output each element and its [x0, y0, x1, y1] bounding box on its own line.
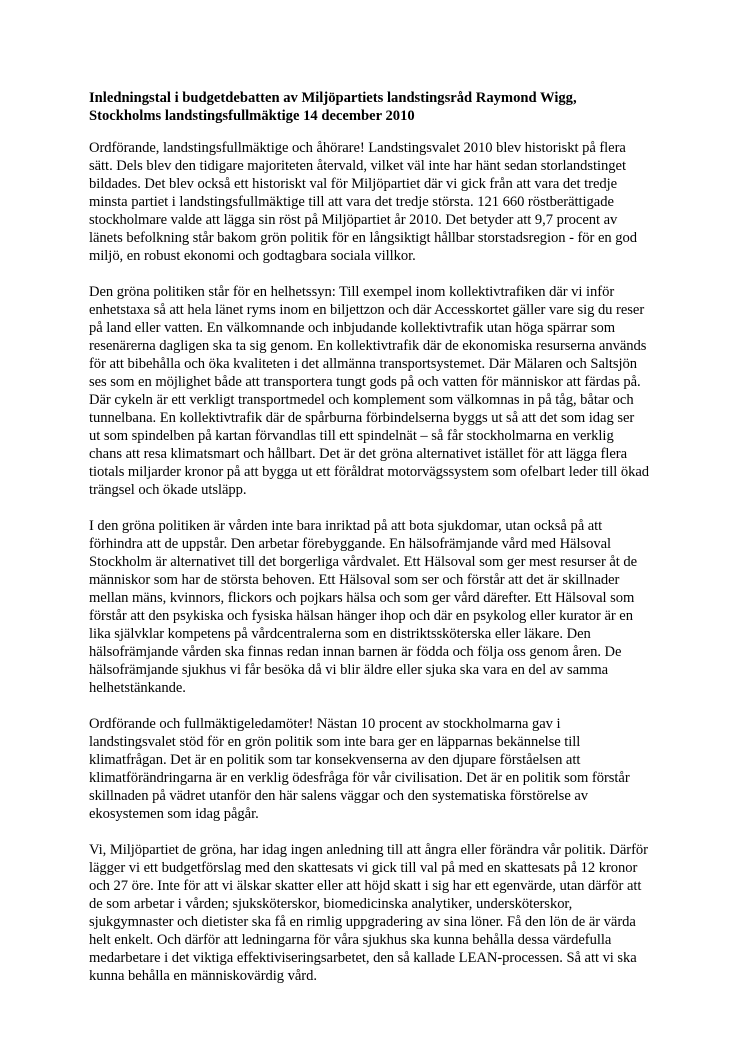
document-title: Inledningstal i budgetdebatten av Miljöpartiets landstingsråd Raymond Wigg, Stockholms landstingsfullmäktige 14 december 2010 — [89, 90, 577, 124]
document-page — [89, 89, 649, 1003]
paragraph-3: I den gröna politiken är vården inte bara inriktad på att bota sjukdomar, utan också på att förhindra att de uppstår. Den arbetar förebyggande. En hälsofrämjande vård med Hälsoval Stockholm är alternativet till det borgerliga vårdvalet. Ett Hälsoval som ger mest resurser åt de människor som har de största behoven. Ett Hälsoval som ser och förstår att det är skillnader mellan mäns, kvinnors, flickors och pojkars hälsa och som ger vård därefter. Ett Hälsoval som förstår att den psykiska och fysiska hälsan hänger ihop och där en psykolog eller kurator är en lika självklar kompetens på vårdcentralerna som en distriktssköterska eller läkare. Den hälsofrämjande vården ska finnas redan innan barnen är födda och följa oss genom åren. De hälsofrämjande sjukhus vi får besöka då vi blir äldre eller sjuka ska vara en del av samma helhetstänkande. — [89, 518, 638, 696]
paragraph-2: Den gröna politiken står för en helhetssyn: Till exempel inom kollektivtrafiken där vi inför enhetstaxa så att hela länet ryms inom en biljettzon och där Accesskortet gäller vare sig du reser på land eller vatten. En välkomnande och inbjudande kollektivtrafik utan höga spärrar som resenärerna dagligen ska ta sig genom. En kollektivtrafik där de ekonomiska resurserna används för att bibehålla och öka kvaliteten i det allmänna transportsystemet. Där Mälaren och Saltsjön ses som en möjlighet både att transportera tungt gods på och vatten för människor att färdas på. Där cykeln är ett verkligt transportmedel och komplement som välkomnas in på tåg, båtar och tunnelbana. En kollektivtrafik där de spårburna förbindelserna byggs ut så att det som idag ser ut som spindelben på kartan förvandlas till ett spindelnät – så får stockholmarna en verklig chans att resa klimatsmart och hållbart. Det är det gröna alternativet istället för att lägga flera tiotals miljarder kronor på att bygga ut ett föråldrat motorvägssystem som ofelbart leder till ökad trängsel och ökade utsläpp. — [89, 284, 650, 498]
paragraph-1: Ordförande, landstingsfullmäktige och åhörare! Landstingsvalet 2010 blev historiskt på flera sätt. Dels blev den tidigare majoriteten återvald, vilket väl inte har hänt sedan storlandstinget bildades. Det blev också ett historiskt val för Miljöpartiet där vi gick från att vara det tredje minsta partiet i landstingsfullmäktige till att vara det tredje största. 121 660 röstberättigade stockholmare valde att lägga sin röst på Miljöpartiet år 2010. Det betyder att 9,7 procent av länets befolkning står bakom grön politik för en långsiktigt hållbar storstadsregion - för en god miljö, en robust ekonomi och godtagbara sociala villkor. — [89, 140, 637, 264]
paragraph-4: Ordförande och fullmäktigeledamöter! Nästan 10 procent av stockholmarna gav i landstingsvalet stöd för en grön politik som inte bara ger en läpparnas bekännelse till klimatfrågan. Det är en politik som tar konsekvenserna av den djupare förståelsen att klimatförändringarna är en verklig ödesfråga för vår civilisation. Det är en politik som förstår skillnaden på vädret utanför den här salens väggar och den systematiska förstörelse av ekosystemen som idag pågår. — [89, 716, 630, 822]
paragraph-5: Vi, Miljöpartiet de gröna, har idag ingen anledning till att ångra eller förändra vår politik. Därför lägger vi ett budgetförslag med den skattesats vi gick till val på med en skattesats på 12 kronor och 27 öre. Inte för att vi älskar skatter eller att höjd skatt i sig har ett egenvärde, utan därför att de som arbetar i vården; sjuksköterskor, biomedicinska analytiker, undersköterskor, sjukgymnaster och dietister ska få en rimlig uppgradering av sina löner. Få den lön de är värda helt enkelt. Och därför att ledningarna för våra sjukhus ska kunna behålla dessa värdefulla medarbetare i det viktiga effektiviseringsarbetet, den så kallade LEAN-processen. Så att vi ska kunna behålla en människovärdig vård. — [89, 842, 648, 984]
